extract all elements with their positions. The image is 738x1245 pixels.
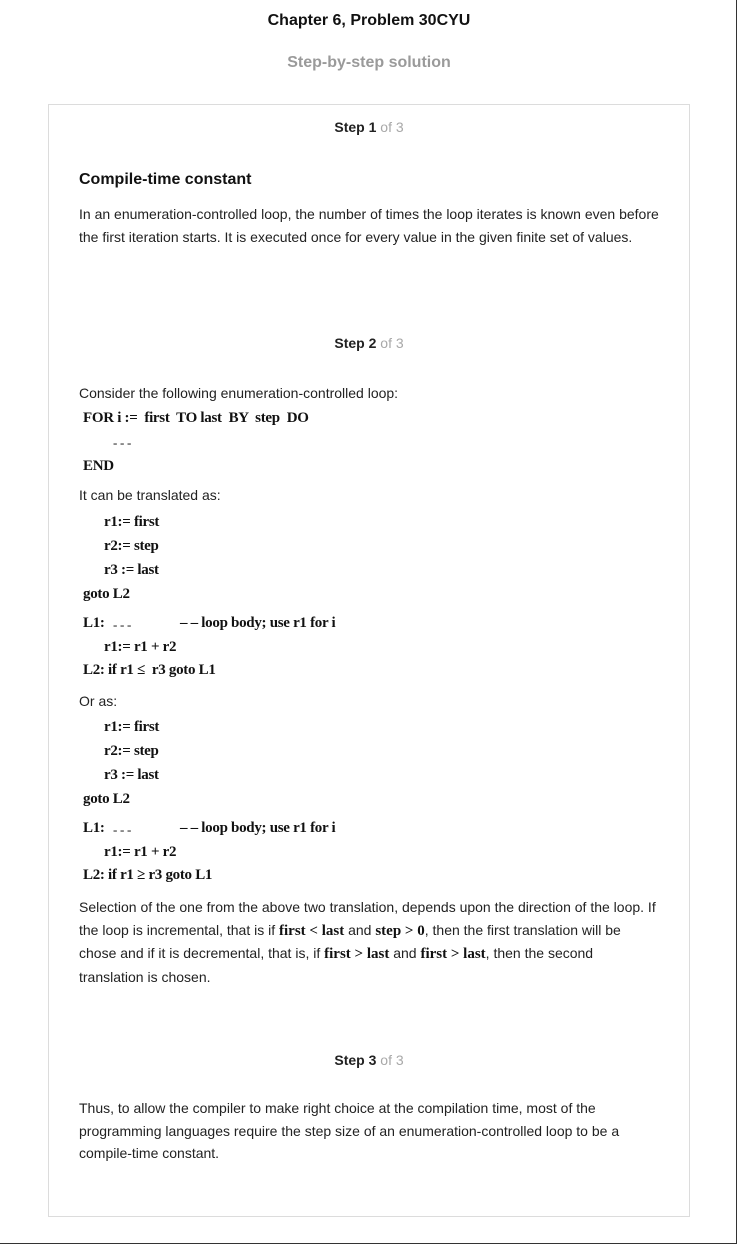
selection-paragraph: Selection of the one from the above two translation, depends upon the direction of the loop. If the loop is incremental, that is if first < last and step > 0, then the first translation will be chose and if it is decremental, that is, if first > last and first > last, then the second translation is chosen. xyxy=(79,899,656,985)
loop-for-line: FOR i := first TO last BY step DO xyxy=(83,410,309,426)
t1-line-r2: r2:= step xyxy=(104,538,159,554)
loop-end-line: END xyxy=(83,458,114,474)
translated-as-text: It can be translated as: xyxy=(79,487,221,503)
t2-line-r2: r2:= step xyxy=(104,743,159,759)
t1-line-l1-comment: – – loop body; use r1 for i xyxy=(180,615,336,631)
t2-line-l1-dots: - - - xyxy=(113,822,131,837)
t1-line-goto: goto L2 xyxy=(83,586,130,602)
chapter-title: Chapter 6, Problem 30CYU xyxy=(267,12,471,29)
math-step-gt-0: step > 0 xyxy=(375,922,425,939)
solution-subtitle: Step-by-step solution xyxy=(287,54,451,71)
step-1-paragraph: In an enumeration-controlled loop, the number of times the loop iterates is known even before the first iteration starts. It is executed once for every value in the given finite set of values. xyxy=(79,206,659,245)
step-1-card xyxy=(48,104,690,323)
or-as-text: Or as: xyxy=(79,693,118,709)
step-2-card xyxy=(48,321,690,1039)
step-number: 2 xyxy=(368,335,377,351)
step-3-header: Step 3 of 3 xyxy=(334,1052,404,1068)
t2-line-l1-label: L1: xyxy=(83,820,105,836)
loop-intro: Consider the following enumeration-controlled loop: xyxy=(79,385,399,401)
step-3-card xyxy=(48,1038,690,1217)
t1-line-l1-dots: - - - xyxy=(113,617,131,632)
t2-line-goto: goto L2 xyxy=(83,791,130,807)
t1-line-r3: r3 := last xyxy=(104,562,159,578)
step-3-paragraph: Thus, to allow the compiler to make right choice at the compilation time, most of the programming languages require the step size of an enumeration-controlled loop to be a compile-time constant. xyxy=(79,1100,620,1161)
t1-line-l1-label: L1: xyxy=(83,615,105,631)
step-2-header: Step 2 of 3 xyxy=(334,335,404,351)
t1-line-l2: L2: if r1 ≤ r3 goto L1 xyxy=(83,662,216,678)
step-total: of 3 xyxy=(376,335,404,351)
math-first-gt-last: first > last xyxy=(324,946,390,962)
t2-line-r3: r3 := last xyxy=(104,767,159,783)
math-first-gt-last-2: first > last xyxy=(420,946,486,962)
t2-line-l2: L2: if r1 ≥ r3 goto L1 xyxy=(83,867,213,883)
t2-line-l1-comment: – – loop body; use r1 for i xyxy=(180,820,336,836)
step-total: of 3 xyxy=(376,119,404,135)
t2-line-r1: r1:= first xyxy=(104,719,160,735)
math-first-lt-last: first < last xyxy=(279,922,345,939)
t2-line-increment: r1:= r1 + r2 xyxy=(104,844,177,860)
loop-body-dots: - - - xyxy=(113,435,131,450)
step-total: of 3 xyxy=(376,1052,404,1068)
step-number: 3 xyxy=(368,1052,377,1068)
step-1-header: Step 1 of 3 xyxy=(334,119,404,135)
step-1-heading: Compile-time constant xyxy=(79,171,252,188)
step-number: 1 xyxy=(368,119,377,135)
t1-line-r1: r1:= first xyxy=(104,514,160,530)
t1-line-increment: r1:= r1 + r2 xyxy=(104,639,177,655)
